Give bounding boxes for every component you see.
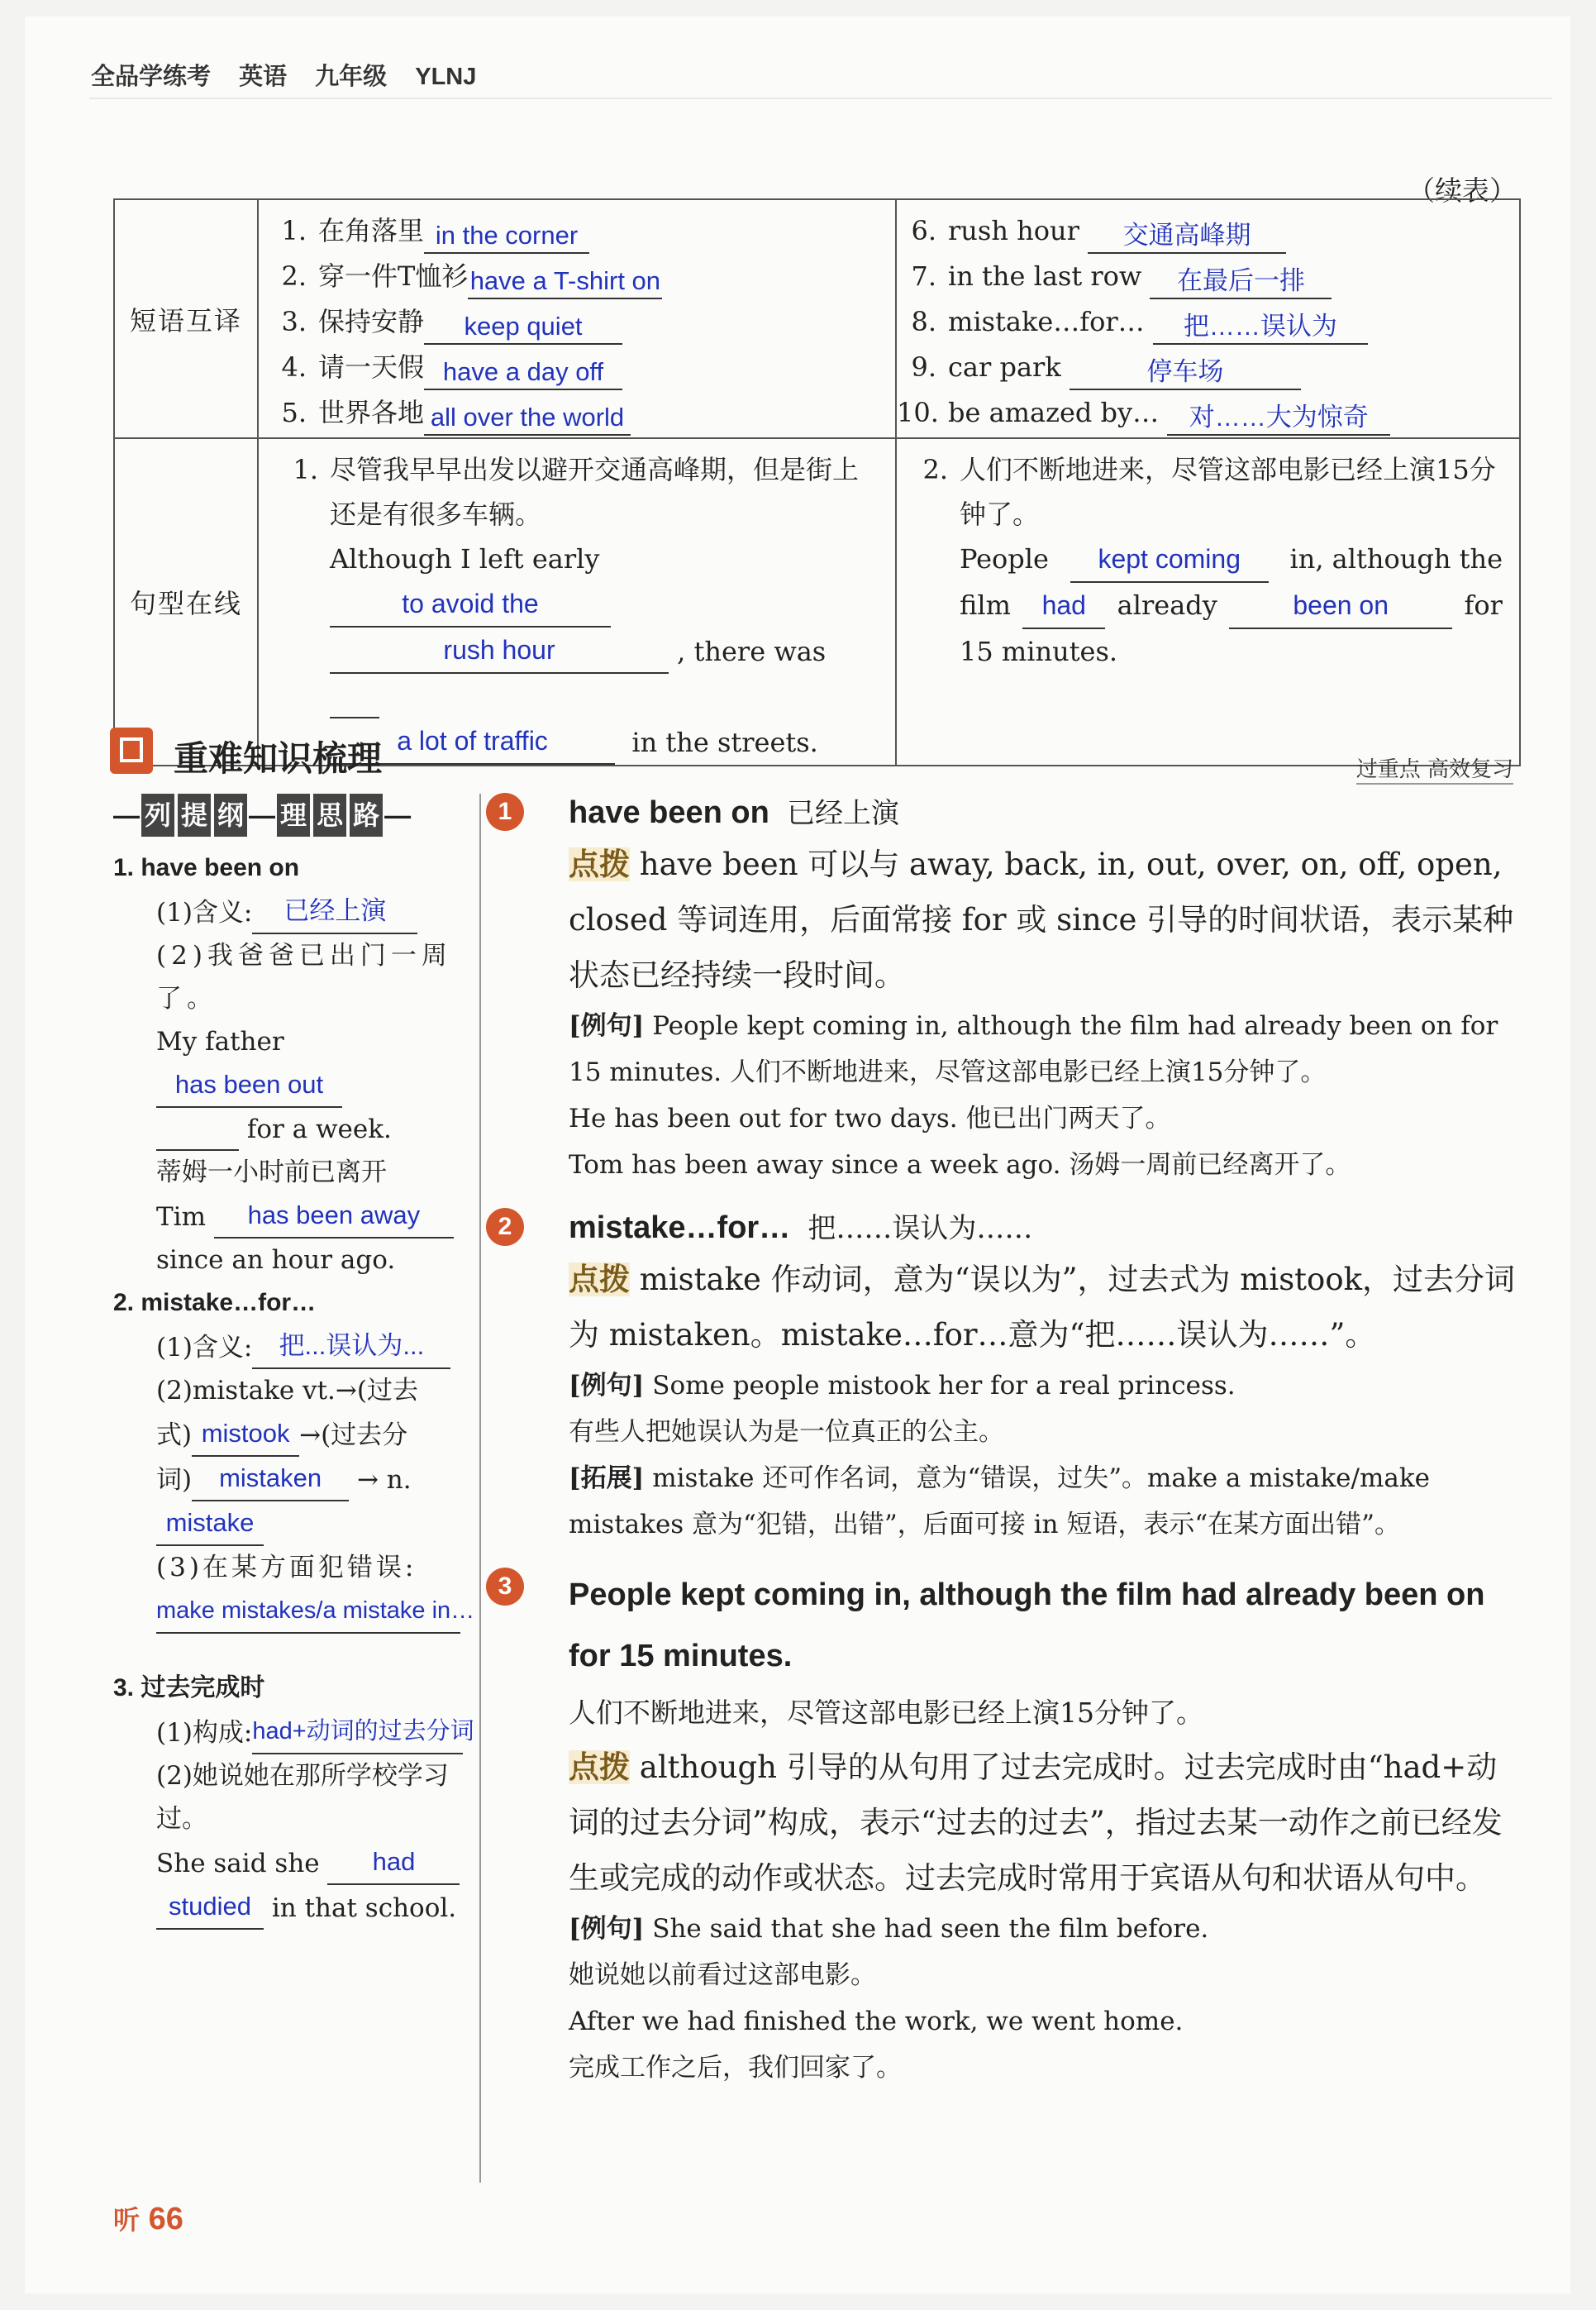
answer-blank: has been away	[214, 1194, 454, 1239]
point-number-badge: 1	[486, 793, 524, 831]
phrase-row: 6. rush hour 交通高峰期	[897, 208, 1519, 254]
review-table	[113, 198, 1521, 766]
knowledge-points	[498, 790, 1521, 2107]
answer-blank: had	[1022, 583, 1105, 629]
knowledge-point-3: 3 People kept coming in, although the film had already been on for 15 minutes. 人们不断地进来，尽管这部电影已经上演15分钟了。 点拨 although 引导的从句用了过去完成时。过去完成时由“had+动词的过去分词”构成，表示“过去的过去”，指过去某一动作之前已经发生或完成的动作或状态。过去完成时常用于宾语从句和状语从句中。 [例句] She said that she had seen the film before. 她说她以前看过这部电影。 After we had finished the work, we went home. 完成工作之后，我们回家了。	[504, 1564, 1521, 2091]
phrase-row: 3. 保持安静 keep quiet	[267, 299, 895, 345]
header-rule	[89, 98, 1552, 99]
point-number-badge: 3	[486, 1568, 524, 1606]
answer-blank: 停车场	[1070, 356, 1301, 390]
section-title: 重难知识梳理	[174, 739, 383, 778]
answer-blank: a lot of traffic	[330, 718, 615, 765]
answer-blank: mistaken	[192, 1457, 349, 1501]
answer-blank: studied	[156, 1885, 264, 1930]
answer-blank: make mistakes/a mistake in…	[156, 1589, 460, 1634]
subject: 英语	[239, 64, 288, 90]
section-icon	[110, 728, 153, 774]
phrase-row: 2. 穿一件T恤衫have a T-shirt on	[267, 254, 895, 299]
point-number-badge: 2	[486, 1208, 524, 1246]
book-title: 全品学练考	[91, 64, 212, 90]
answer-blank: 把...误认为...	[252, 1324, 450, 1369]
outline-banner: — 列 提 纲 — 理 思 路 —	[113, 794, 460, 837]
answer-blank: 在最后一排	[1150, 265, 1332, 299]
book-header	[91, 58, 498, 92]
page-footer	[113, 2199, 183, 2237]
answer-blank: mistake	[156, 1501, 264, 1546]
answer-blank: to avoid the	[330, 581, 611, 628]
answer-blank: 交通高峰期	[1088, 219, 1286, 254]
phrase-row: 4. 请一天假 have a day off	[267, 345, 895, 390]
knowledge-point-1: 1 have been on 已经上演 点拨 have been 可以与 away, back, in, out, over, on, off, open, closed 等词连用，后面常接 for 或 since 引导的时间状语，表示某种状态已经持续一段时间。 [例句] People kept coming in, although the film had already been on for 15 minutes. 人们不断地进来，尽管这部电影已经上演15分钟了。 He has been out for two days. 他已出门两天了。 Tom has been away since a week ago. 汤姆一周前已经离开了。	[504, 790, 1521, 1188]
answer-blank: had+动词的过去分词	[252, 1710, 463, 1754]
answer-blank: rush hour	[330, 628, 669, 674]
section-subtitle: 过重点 高效复习	[1356, 752, 1513, 785]
phrase-row: 10. be amazed by… 对……大为惊奇	[897, 390, 1519, 436]
knowledge-point-2: 2 mistake…for… 把……误认为…… 点拨 mistake 作动词，意为“误以为”，过去式为 mistook，过去分词为 mistaken。mistake…for…意为“把……误认为……”。 [例句] Some people mistook her for a real princess. 有些人把她误认为是一位真正的公主。 [拓展] mistake 还可作名词，意为“错误，过失”。make a mistake/make mistakes 意为“犯错，出错”，后面可接 in 短语，表示“在某方面出错”。	[504, 1205, 1521, 1548]
outline-item-title: 3. 过去完成时	[113, 1674, 265, 1701]
answer-blank: in the corner	[424, 219, 589, 254]
answer-blank: kept coming	[1070, 537, 1269, 583]
answer-blank: mistook	[192, 1412, 299, 1457]
answer-blank: been on	[1229, 583, 1452, 629]
answer-blank: 把……误认为	[1153, 310, 1368, 345]
point-title: People kept coming in, although the film had already been on for 15 minutes.	[569, 1577, 1485, 1673]
sentence-zh: 尽管我早早出发以避开交通高峰期，但是街上还是有很多车辆。	[330, 454, 860, 530]
sentence-2: 2. 人们不断地进来，尽管这部电影已经上演15分钟了。 People kept coming in, although the film had already been on for 15 minutes.	[896, 438, 1520, 766]
column-divider	[479, 794, 481, 2183]
sentence-zh: 人们不断地进来，尽管这部电影已经上演15分钟了。	[960, 454, 1496, 530]
point-title: mistake…for…	[569, 1210, 791, 1245]
phrases-right	[896, 199, 1520, 438]
page-number: 66	[148, 2202, 183, 2236]
sentences-label: 句型在线	[114, 438, 258, 766]
sentence-1: 1. 尽管我早早出发以避开交通高峰期，但是街上还是有很多车辆。 Although I left early to avoid the rush hour , there was a lot of traffic in the streets.	[258, 438, 896, 766]
phrase-row: 9. car park 停车场	[897, 345, 1519, 390]
answer-blank: keep quiet	[424, 310, 622, 345]
phrase-row: 8. mistake…for… 把……误认为	[897, 299, 1519, 345]
phrases-left	[258, 199, 896, 438]
phrase-row: 1. 在角落里 in the corner	[267, 208, 895, 254]
answer-blank: all over the world	[424, 401, 631, 436]
answer-blank: 对……大为惊奇	[1167, 401, 1390, 436]
answer-blank: have a day off	[424, 356, 622, 390]
outline-column: — 列 提 纲 — 理 思 路 — 1. have been on (1)含义: 已经上演 (2)我爸爸已出门一周了。 My father has been out for a week. 蒂姆一小时前已离开 Tim has been away since an hour ago. 2. mistake…for… (1)含义: 把...误认为... (2)mistake vt.→(过去 式) mistook →(过去分 词) mistaken → n. mistake (3)在某方面犯错误: make mistakes/a mistake in… 3. 过去完成时 (1)构成:had+动词的过去分词 (2)她说她在那所学校学习过。 She said she had studied in that school.	[113, 794, 460, 1930]
continued-label: （续表）	[1408, 174, 1517, 207]
phrases-label: 短语互译	[114, 199, 258, 438]
answer-blank: had	[327, 1840, 460, 1885]
grade: 九年级	[315, 64, 388, 90]
answer-blank: has been out	[156, 1063, 342, 1108]
answer-blank: 已经上演	[252, 890, 417, 934]
edition: YLNJ	[415, 64, 477, 90]
answer-blank: have a T-shirt on	[468, 265, 662, 299]
footer-label: 听	[113, 2205, 141, 2235]
point-title: have been on	[569, 795, 769, 830]
phrase-row: 5. 世界各地 all over the world	[267, 390, 895, 436]
outline-item-title: 2. mistake…for…	[113, 1289, 317, 1316]
phrase-row: 7. in the last row 在最后一排	[897, 254, 1519, 299]
outline-item-title: 1. have been on	[113, 854, 300, 881]
